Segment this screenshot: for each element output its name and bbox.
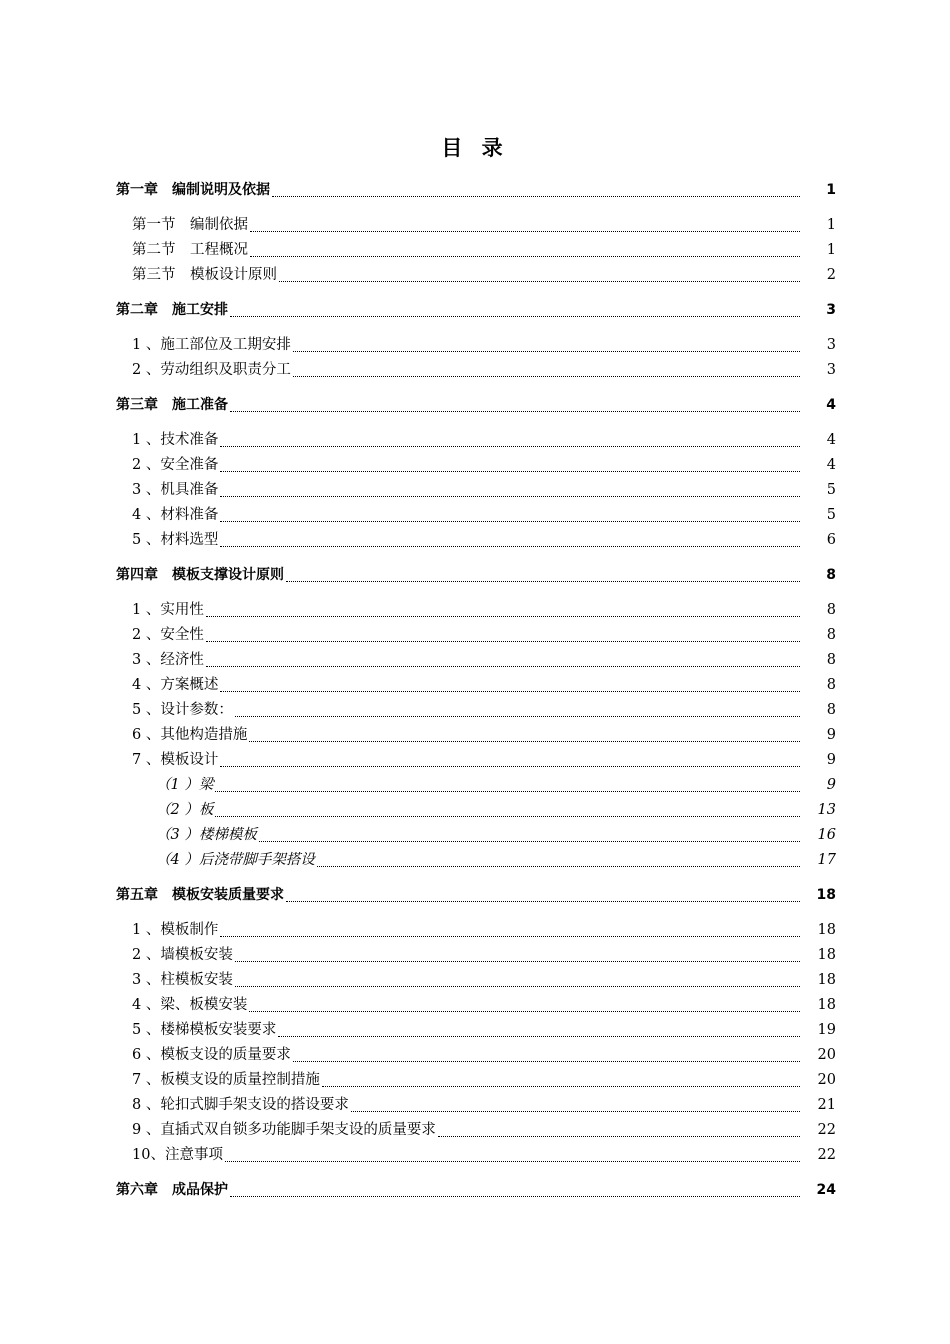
- dot-leader: [220, 766, 800, 767]
- dot-leader: [230, 411, 800, 412]
- dot-leader: [235, 961, 800, 962]
- toc-section-entry[interactable]: [116, 748, 836, 773]
- dot-leader: [220, 471, 800, 472]
- toc-section-entry[interactable]: [116, 1143, 836, 1168]
- toc-section-entry[interactable]: [116, 698, 836, 723]
- toc-entry-label: 第六章 成品保护: [116, 1182, 228, 1198]
- toc-entry-label: 4 、梁、板模安装: [132, 997, 248, 1013]
- dot-leader: [250, 256, 800, 257]
- dot-leader: [230, 1196, 800, 1197]
- toc-entry-label: 2 、安全性: [132, 627, 204, 643]
- toc-section-entry[interactable]: [116, 238, 836, 263]
- toc-page-number: 4: [826, 457, 836, 473]
- toc-page-number: 16: [817, 827, 836, 843]
- toc-list: [116, 178, 836, 1203]
- toc-section-entry[interactable]: [116, 528, 836, 553]
- toc-section-entry[interactable]: [116, 943, 836, 968]
- toc-section-entry[interactable]: [116, 798, 836, 823]
- toc-section-entry[interactable]: [116, 1093, 836, 1118]
- toc-section-entry[interactable]: [116, 263, 836, 288]
- dot-leader: [220, 546, 800, 547]
- toc-section-entry[interactable]: [116, 478, 836, 503]
- dot-leader: [215, 791, 800, 792]
- toc-page-number: 3: [826, 302, 836, 318]
- toc-section-entry[interactable]: [116, 723, 836, 748]
- toc-page-number: 9: [826, 777, 836, 793]
- toc-section-entry[interactable]: [116, 1043, 836, 1068]
- toc-page-number: 9: [826, 752, 836, 768]
- toc-section-entry[interactable]: [116, 918, 836, 943]
- toc-page-number: 3: [826, 337, 836, 353]
- toc-entry-label: 9 、直插式双自锁多功能脚手架支设的质量要求: [132, 1122, 436, 1138]
- toc-page-number: 6: [826, 532, 836, 548]
- toc-page-number: 18: [817, 947, 836, 963]
- toc-page-number: 21: [817, 1097, 836, 1113]
- toc-entry-label: 3 、经济性: [132, 652, 204, 668]
- toc-page-number: 1: [826, 182, 836, 198]
- dot-leader: [230, 316, 800, 317]
- toc-page-number: 13: [817, 802, 836, 818]
- toc-entry-label: （1 ）梁: [156, 777, 214, 793]
- toc-entry-label: 第一章 编制说明及依据: [116, 182, 270, 198]
- toc-entry-label: 3 、机具准备: [132, 482, 219, 498]
- toc-entry-label: 1 、实用性: [132, 602, 204, 618]
- toc-chapter-entry[interactable]: [116, 178, 836, 203]
- dot-leader: [249, 741, 800, 742]
- toc-page-number: 5: [826, 507, 836, 523]
- toc-page-number: 2: [826, 267, 836, 283]
- toc-entry-label: （2 ）板: [156, 802, 214, 818]
- dot-leader: [220, 936, 800, 937]
- dot-leader: [220, 691, 800, 692]
- toc-page-number: 1: [826, 217, 836, 233]
- toc-entry-label: 4 、方案概述: [132, 677, 219, 693]
- dot-leader: [286, 581, 800, 582]
- toc-chapter-entry[interactable]: [116, 883, 836, 908]
- dot-leader: [322, 1086, 800, 1087]
- toc-entry-label: 4 、材料准备: [132, 507, 219, 523]
- toc-page-number: 8: [826, 652, 836, 668]
- toc-section-entry[interactable]: [116, 503, 836, 528]
- toc-section-entry[interactable]: [116, 598, 836, 623]
- toc-section-entry[interactable]: [116, 623, 836, 648]
- dot-leader: [317, 866, 800, 867]
- toc-entry-label: 第四章 模板支撑设计原则: [116, 567, 284, 583]
- dot-leader: [220, 496, 800, 497]
- toc-section-entry[interactable]: [116, 453, 836, 478]
- toc-section-entry[interactable]: [116, 428, 836, 453]
- toc-entry-label: 5 、楼梯模板安装要求: [132, 1022, 277, 1038]
- toc-page-number: 22: [817, 1147, 836, 1163]
- toc-entry-label: 6 、其他构造措施: [132, 727, 248, 743]
- toc-entry-label: 10、注意事项: [132, 1147, 223, 1163]
- toc-page-number: 18: [817, 972, 836, 988]
- dot-leader: [235, 986, 800, 987]
- toc-entry-label: 7 、模板设计: [132, 752, 219, 768]
- toc-entry-label: 2 、劳动组织及职责分工: [132, 362, 291, 378]
- toc-page-number: 18: [816, 887, 836, 903]
- toc-page-number: 8: [826, 677, 836, 693]
- toc-section-entry[interactable]: [116, 673, 836, 698]
- toc-chapter-entry[interactable]: [116, 1178, 836, 1203]
- toc-entry-label: 第五章 模板安装质量要求: [116, 887, 284, 903]
- dot-leader: [206, 616, 800, 617]
- toc-section-entry[interactable]: [116, 333, 836, 358]
- toc-entry-label: 第二章 施工安排: [116, 302, 228, 318]
- toc-chapter-entry[interactable]: [116, 298, 836, 323]
- toc-entry-label: 1 、模板制作: [132, 922, 219, 938]
- toc-page-number: 5: [826, 482, 836, 498]
- toc-page-number: 22: [817, 1122, 836, 1138]
- dot-leader: [220, 521, 800, 522]
- dot-leader: [293, 351, 800, 352]
- toc-entry-label: 1 、技术准备: [132, 432, 219, 448]
- toc-page-number: 24: [816, 1182, 836, 1198]
- toc-entry-label: 8 、轮扣式脚手架支设的搭设要求: [132, 1097, 349, 1113]
- toc-entry-label: 第一节 编制依据: [132, 217, 248, 233]
- toc-entry-label: （3 ）楼梯模板: [156, 827, 257, 843]
- toc-entry-label: 2 、安全准备: [132, 457, 219, 473]
- dot-leader: [215, 816, 800, 817]
- toc-page-number: 9: [826, 727, 836, 743]
- toc-section-entry[interactable]: [116, 1118, 836, 1143]
- toc-entry-label: 1 、施工部位及工期安排: [132, 337, 291, 353]
- toc-entry-label: （4 ）后浇带脚手架搭设: [156, 852, 315, 868]
- toc-entry-label: 5 、材料选型: [132, 532, 219, 548]
- toc-entry-label: 3 、柱模板安装: [132, 972, 233, 988]
- dot-leader: [286, 901, 800, 902]
- toc-section-entry[interactable]: [116, 1018, 836, 1043]
- toc-entry-label: 5 、设计参数：: [132, 702, 233, 718]
- toc-entry-label: 7 、板模支设的质量控制措施: [132, 1072, 320, 1088]
- dot-leader: [235, 716, 800, 717]
- toc-section-entry[interactable]: [116, 968, 836, 993]
- dot-leader: [293, 1061, 800, 1062]
- toc-page-number: 18: [817, 997, 836, 1013]
- toc-page-number: 17: [817, 852, 836, 868]
- toc-section-entry[interactable]: [116, 773, 836, 798]
- dot-leader: [351, 1111, 800, 1112]
- toc-page-number: 8: [826, 702, 836, 718]
- dot-leader: [220, 446, 800, 447]
- toc-page-number: 18: [817, 922, 836, 938]
- toc-section-entry[interactable]: [116, 993, 836, 1018]
- toc-page-number: 4: [826, 397, 836, 413]
- toc-entry-label: 2 、墙模板安装: [132, 947, 233, 963]
- toc-title: 目 录: [441, 136, 509, 160]
- toc-page-number: 1: [826, 242, 836, 258]
- dot-leader: [279, 281, 800, 282]
- dot-leader: [249, 1011, 800, 1012]
- toc-page-number: 4: [826, 432, 836, 448]
- toc-page-number: 3: [826, 362, 836, 378]
- toc-page-number: 19: [817, 1022, 836, 1038]
- dot-leader: [225, 1161, 800, 1162]
- dot-leader: [278, 1036, 800, 1037]
- toc-page-number: 20: [817, 1072, 836, 1088]
- toc-section-entry[interactable]: [116, 1068, 836, 1093]
- toc-section-entry[interactable]: [116, 213, 836, 238]
- dot-leader: [259, 841, 800, 842]
- toc-page-number: 8: [826, 567, 836, 583]
- dot-leader: [206, 666, 800, 667]
- toc-page-number: 20: [817, 1047, 836, 1063]
- dot-leader: [250, 231, 800, 232]
- toc-page-number: 8: [826, 602, 836, 618]
- toc-entry-label: 第二节 工程概况: [132, 242, 248, 258]
- toc-section-entry[interactable]: [116, 848, 836, 873]
- toc-entry-label: 第三节 模板设计原则: [132, 267, 277, 283]
- toc-entry-label: 第三章 施工准备: [116, 397, 228, 413]
- toc-entry-label: 6 、模板支设的质量要求: [132, 1047, 291, 1063]
- toc-chapter-entry[interactable]: [116, 393, 836, 418]
- toc-section-entry[interactable]: [116, 648, 836, 673]
- dot-leader: [272, 196, 800, 197]
- toc-section-entry[interactable]: [116, 823, 836, 848]
- toc-chapter-entry[interactable]: [116, 563, 836, 588]
- dot-leader: [206, 641, 800, 642]
- dot-leader: [293, 376, 800, 377]
- dot-leader: [438, 1136, 800, 1137]
- toc-section-entry[interactable]: [116, 358, 836, 383]
- toc-page-number: 8: [826, 627, 836, 643]
